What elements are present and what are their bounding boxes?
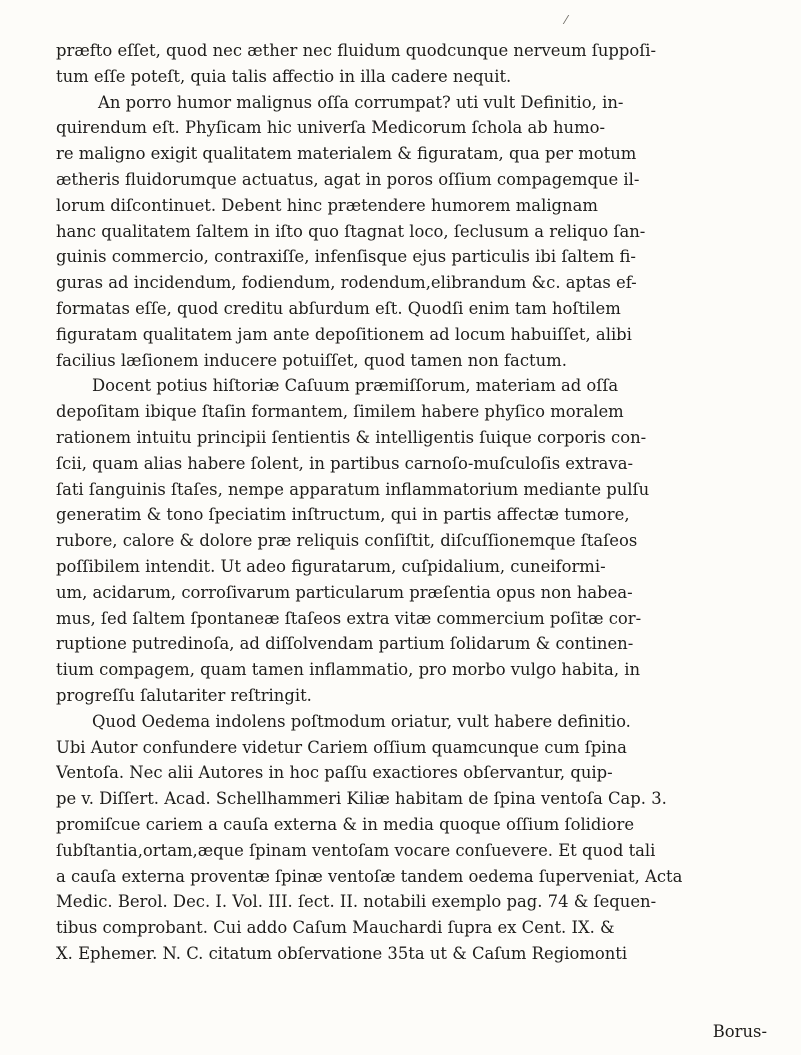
text-line: ſubſtantia,ortam,æque ſpinam ventoſam vocare conſuevere. Et quod tali: [56, 840, 656, 860]
text-line: lorum diſcontinuet. Debent hinc prætendere humorem malignam: [56, 195, 598, 215]
text-line: ſcii, quam alias habere ſolent, in partibus carnoſo-muſculoſis extrava-: [56, 453, 634, 473]
text-line: hanc qualitatem ſaltem in iſto quo ſtagnat loco, ſeclusum a reliquo ſan-: [56, 221, 646, 241]
text-line: mus, ſed ſaltem ſpontaneæ ſtaſeos extra vitæ commercium poſitæ cor-: [56, 608, 642, 628]
text-line: generatim & tono ſpeciatim inſtructum, qui in partis affectæ tumore,: [56, 505, 630, 525]
text-line: Docent potius hiſtoriæ Caſuum præmiſſorum, materiam ad oſſa: [92, 376, 619, 396]
text-line: guras ad incidendum, fodiendum, rodendum,elibrandum &c. aptas ef-: [56, 273, 637, 293]
text-line: ruptione putredinoſa, ad diſſolvendam partium ſolidarum & continen-: [56, 634, 634, 654]
text-line: X. Ephemer. N. C. citatum obſervatione 35ta ut & Caſum Regiomonti: [56, 943, 628, 963]
text-line: facilius læſionem inducere potuiſſet, quod tamen non factum.: [56, 350, 567, 370]
body-text: [56, 38, 770, 967]
text-line: An porro humor malignus oſſa corrumpat? uti vult Definitio, in-: [98, 92, 624, 112]
text-line: re maligno exigit qualitatem materialem & figuratam, qua per motum: [56, 144, 637, 164]
text-line: figuratam qualitatem jam ante depoſitionem ad locum habuiſſet, alibi: [56, 324, 632, 344]
text-line: pe v. Diſſert. Acad. Schellhammeri Kiliæ habitam de ſpina ventoſa Cap. 3.: [56, 789, 667, 809]
text-line: guinis commercio, contraxiſſe, infenſisque ejus particulis ibi ſaltem fi-: [56, 247, 636, 267]
text-line: promiſcue cariem a cauſa externa & in media quoque oſſium ſolidiore: [56, 814, 635, 834]
text-line: depoſitam ibique ſtaſin formantem, ſimilem habere phyſico moralem: [56, 402, 624, 422]
text-line: præfto eſſet, quod nec æther nec fluidum quodcunque nerveum ſuppoſi-: [56, 41, 657, 60]
text-line: Ubi Autor confundere videtur Cariem oſſium quamcunque cum ſpina: [56, 737, 627, 757]
text-line: tium compagem, quam tamen inflammatio, pro morbo vulgo habita, in: [56, 660, 641, 680]
catchword: Borus-: [712, 1022, 767, 1041]
text-line: tum eſſe poteſt, quia talis affectio in illa cadere nequit.: [56, 66, 512, 86]
text-line: progreſſu ſalutariter reſtringit.: [56, 685, 312, 705]
text-line: ſati ſanguinis ſtaſes, nempe apparatum inflammatorium mediante pulſu: [56, 479, 650, 499]
text-line: quirendum eſt. Phyſicam hic univerſa Medicorum ſchola ab humo-: [56, 118, 606, 138]
text-line: Medic. Berol. Dec. I. Vol. III. ſect. II. notabili exemplo pag. 74 & ſequen-: [56, 892, 657, 912]
stray-ink-mark: ⁄: [565, 13, 568, 27]
text-line: a cauſa externa proventæ ſpinæ ventoſæ tandem oedema ſuperveniat, Acta: [56, 866, 683, 886]
text-line: tibus comprobant. Cui addo Caſum Mauchardi ſupra ex Cent. IX. &: [56, 918, 615, 938]
text-line: Ventoſa. Nec alii Autores in hoc paſſu exactiores obſervantur, quip-: [56, 763, 613, 783]
text-line: formatas eſſe, quod creditu abſurdum eſt. Quodſi enim tam hoſtilem: [56, 298, 621, 318]
text-line: um, acidarum, corroſivarum particularum præſentia opus non habea-: [56, 582, 633, 602]
text-line: rationem intuitu principii ſentientis & intelligentis ſuique corporis con-: [56, 427, 647, 447]
text-line: poſſibilem intendit. Ut adeo figuratarum, cuſpidalium, cuneiformi-: [56, 556, 606, 576]
text-line: ætheris fluidorumque actuatus, agat in poros oſſium compagemque il-: [56, 169, 640, 189]
text-line: Quod Oedema indolens poſtmodum oriatur, vult habere definitio.: [92, 711, 631, 731]
text-line: rubore, calore & dolore præ reliquis conſiſtit, diſcuſſionemque ſtaſeos: [56, 531, 638, 551]
